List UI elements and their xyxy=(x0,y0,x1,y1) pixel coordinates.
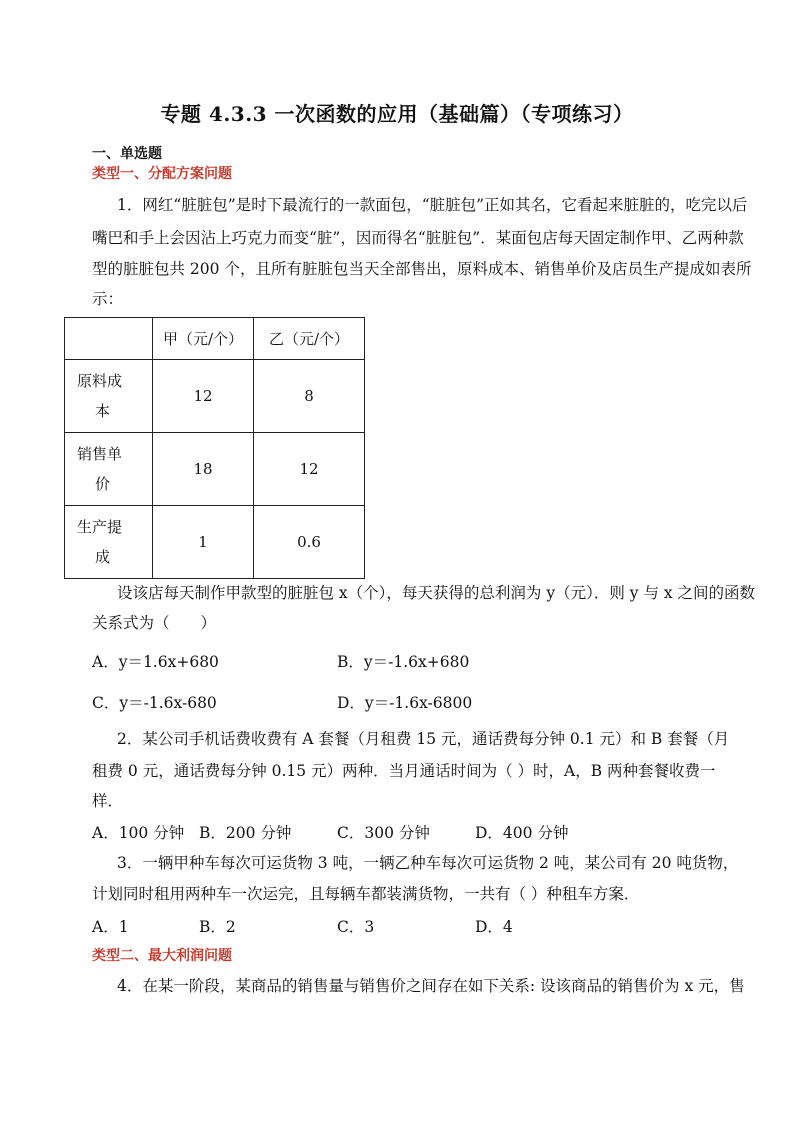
cost-table xyxy=(64,317,365,579)
table-cell: 8 xyxy=(254,360,365,433)
table-row-label xyxy=(65,360,153,433)
table-cell: 12 xyxy=(254,433,365,506)
table-header-row xyxy=(65,318,365,360)
q2-option-a: A．100 分钟 xyxy=(92,824,185,842)
row-label-part: 价 xyxy=(95,475,111,493)
table-cell: 0.6 xyxy=(254,506,365,579)
q4-line-1: 4．在某一阶段，某商品的销售量与销售价之间存在如下关系: 设该商品的销售价为 x 元，售 xyxy=(117,977,745,995)
q3-option-d: D．4 xyxy=(475,918,513,936)
q1-line-2: 嘴巴和手上会因沾上巧克力而变“脏”，因而得名“脏脏包”．某面包店每天固定制作甲、乙两种款 xyxy=(92,229,744,247)
q2-line-1: 2．某公司手机话费收费有 A 套餐（月租费 15 元，通话费每分钟 0.1 元）和 B 套餐（月 xyxy=(117,730,730,748)
section-heading: 一、单选题 xyxy=(92,146,162,162)
q3-line-1: 3．一辆甲种车每次可运货物 3 吨，一辆乙种车每次可运货物 2 吨，某公司有 20 吨货物， xyxy=(117,854,739,872)
q1-after-2: 关系式为（ ） xyxy=(92,614,217,632)
table-row xyxy=(65,360,365,433)
q1-option-b: B．y＝-1.6x+680 xyxy=(337,653,470,671)
table-cell: 12 xyxy=(153,360,254,433)
q3-option-c: C．3 xyxy=(337,918,375,936)
q1-option-c: C．y＝-1.6x-680 xyxy=(92,694,217,712)
table-row xyxy=(65,506,365,579)
q3-option-a: A．1 xyxy=(92,918,129,936)
q2-option-c: C．300 分钟 xyxy=(337,824,430,842)
row-label-part: 原料成 xyxy=(77,372,123,390)
table-header-cell: 乙（元/个） xyxy=(254,318,365,360)
table-header-cell xyxy=(65,318,153,360)
q1-line-1: 1．网红“脏脏包”是时下最流行的一款面包，“脏脏包”正如其名，它看起来脏脏的，吃完以后 xyxy=(117,196,748,214)
type-heading-1: 类型一、分配方案问题 xyxy=(92,166,232,182)
row-label-part: 本 xyxy=(95,402,111,420)
table-row xyxy=(65,433,365,506)
q2-option-d: D．400 分钟 xyxy=(475,824,569,842)
row-label-part: 销售单 xyxy=(77,445,123,463)
table-row-label xyxy=(65,433,153,506)
q2-line-2: 租费 0 元，通话费每分钟 0.15 元）两种．当月通话时间为（ ）时，A，B 两种套餐收费一 xyxy=(92,762,716,780)
type-heading-2: 类型二、最大利润问题 xyxy=(92,948,232,964)
q1-line-4: 示： xyxy=(92,290,124,308)
q1-after-1: 设该店每天制作甲款型的脏脏包 x（个），每天获得的总利润为 y（元）．则 y 与 x 之间的函数 xyxy=(117,584,756,602)
table-header-cell: 甲（元/个） xyxy=(153,318,254,360)
table-cell: 1 xyxy=(153,506,254,579)
table-row-label xyxy=(65,506,153,579)
q1-option-a: A．y＝1.6x+680 xyxy=(92,653,219,671)
row-label-part: 生产提 xyxy=(77,518,123,536)
q1-line-3: 型的脏脏包共 200 个，且所有脏脏包当天全部售出，原料成本、销售单价及店员生产提成如表所 xyxy=(92,260,752,278)
table-cell: 18 xyxy=(153,433,254,506)
q2-line-3: 样． xyxy=(92,792,124,810)
q2-option-b: B．200 分钟 xyxy=(199,824,292,842)
q1-option-d: D．y＝-1.6x-6800 xyxy=(337,694,473,712)
q3-option-b: B．2 xyxy=(199,918,236,936)
page-title: 专题 4.3.3 一次函数的应用（基础篇）（专项练习） xyxy=(160,102,634,126)
row-label-part: 成 xyxy=(95,548,111,566)
q3-line-2: 计划同时租用两种车一次运完，且每辆车都装满货物，一共有（ ）种租车方案． xyxy=(92,885,640,903)
